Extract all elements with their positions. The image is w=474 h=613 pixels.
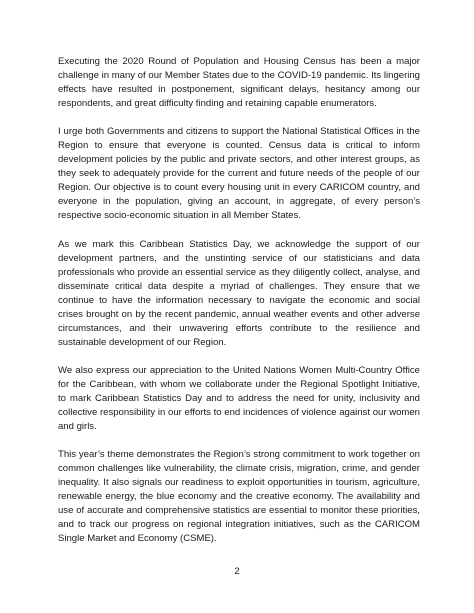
body-text xyxy=(58,55,420,560)
paragraph-un-women-appreciation: We also express our appreciation to the United Nations Women Multi-Country Office for the Caribbean, with whom we collaborate under the Regional Spotlight Initiative, to mark Caribbean Statistics Day and to address the need for unity, inclusivity and collective responsibility in our efforts to end incidences of violence against our women and girls. xyxy=(58,364,420,433)
paragraph-support-statistical-offices: I urge both Governments and citizens to support the National Statistical Offices in the Region to ensure that everyone is counted. Census data is critical to inform development policies by the public and private sectors, and other interest groups, as they seek to adequately provide for the current and future needs of the people of our Region. Our objective is to count every housing unit in every CARICOM country, and everyone in the population, giving an account, in aggregate, of every person’s respective socio-economic situation in all Member States. xyxy=(58,126,420,222)
paragraph-theme-commitment: This year’s theme demonstrates the Region’s strong commitment to work together on common challenges like vulnerability, the climate crisis, migration, crime, and gender inequality. It also signals our readiness to exploit opportunities in tourism, agriculture, renewable energy, the blue economy and the creative economy. The availability and use of accurate and comprehensive statistics are essential to monitor these priorities, and to track our progress on regional integration initiatives, such as the CARICOM Single Market and Economy (CSME). xyxy=(58,449,420,545)
page-number: 2 xyxy=(234,566,240,577)
paragraph-census-challenges: Executing the 2020 Round of Population and Housing Census has been a major challenge in many of our Member States due to the COVID-19 pandemic. Its lingering effects have resulted in postponement, significant delays, hesitancy among our respondents, and great difficulty finding and retaining capable enumerators. xyxy=(58,56,420,110)
paragraph-statistics-day-acknowledgement: As we mark this Caribbean Statistics Day, we acknowledge the support of our development partners, and the unstinting service of our statisticians and data professionals who provide an essential service as they diligently collect, analyse, and disseminate critical data despite a myriad of challenges. They ensure that we continue to have the information necessary to navigate the economic and social crises brought on by the recent pandemic, annual weather events and other adverse circumstances, and their unwavering efforts contribute to the resilience and sustainable development of our Region. xyxy=(58,238,420,348)
